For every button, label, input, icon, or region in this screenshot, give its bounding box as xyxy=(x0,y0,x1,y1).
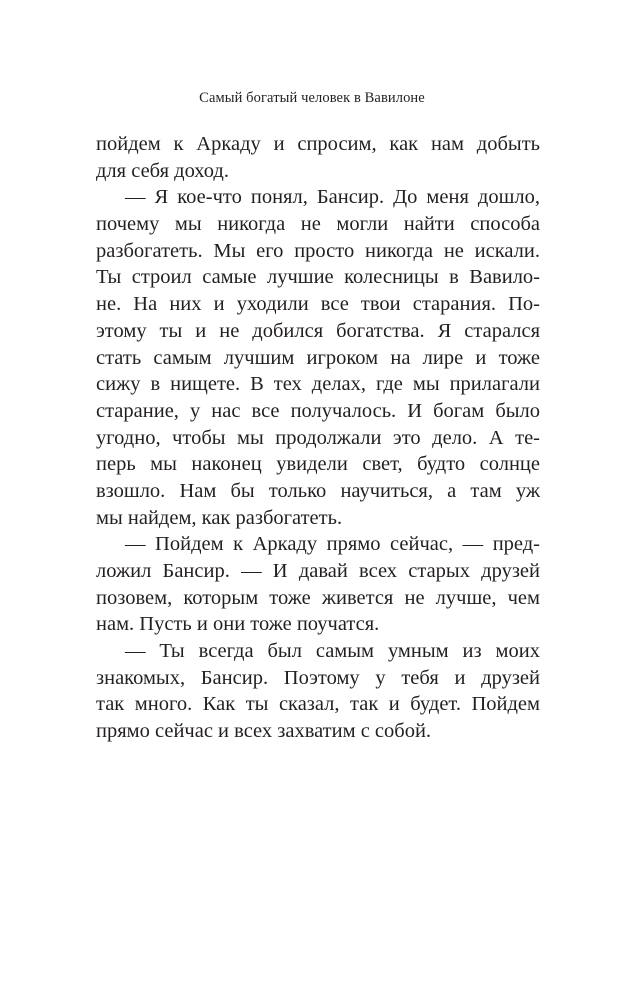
text-line: взошло. Нам бы только научиться, а там уж xyxy=(96,479,540,502)
text-line: перь мы наконец увидели свет, будто солнце xyxy=(96,453,540,476)
text-line: старание, у нас все получалось. И богам было xyxy=(96,399,540,422)
text-line: этому ты и не добился богатства. Я старался xyxy=(96,319,540,342)
text-line: прямо сейчас и всех захватим с собой. xyxy=(96,720,432,743)
text-line: разбогатеть. Мы его просто никогда не искали. xyxy=(96,239,540,262)
text-line: позовем, которым тоже живется не лучше, чем xyxy=(96,586,540,609)
text-line: нам. Пусть и они тоже поучатся. xyxy=(96,613,380,636)
text-line: почему мы никогда не могли найти способа xyxy=(96,213,540,236)
text-line: Ты строил самые лучшие колесницы в Вавило- xyxy=(96,266,540,289)
text-line: ложил Бансир. — И давай всех старых друзей xyxy=(96,560,540,582)
text-line: сижу в нищете. В тех делах, где мы прилагали xyxy=(96,373,540,396)
text-line: знакомых, Бансир. Поэтому у тебя и друзей xyxy=(96,666,540,689)
text-line: угодно, чтобы мы продолжали это дело. А те- xyxy=(96,426,540,449)
text-line: — Ты всегда был самым умным из моих xyxy=(125,640,540,663)
body-text xyxy=(96,131,540,745)
text-line: — Я кое-что понял, Бансир. До меня дошло, xyxy=(125,186,540,209)
text-line: мы найдем, как разбогатеть. xyxy=(96,506,343,529)
running-head: Самый богатый человек в Вавилоне xyxy=(199,90,425,106)
text-line: пойдем к Аркаду и спросим, как нам добыть xyxy=(96,133,540,155)
text-line: — Пойдем к Аркаду прямо сейчас, — пред- xyxy=(125,533,540,556)
text-line: не. На них и уходили все твои старания. По- xyxy=(96,293,540,316)
text-line: для себя доход. xyxy=(96,159,229,182)
text-line: стать самым лучшим игроком на лире и тоже xyxy=(96,346,540,369)
text-line: так много. Как ты сказал, так и будет. Пойдем xyxy=(96,693,540,716)
